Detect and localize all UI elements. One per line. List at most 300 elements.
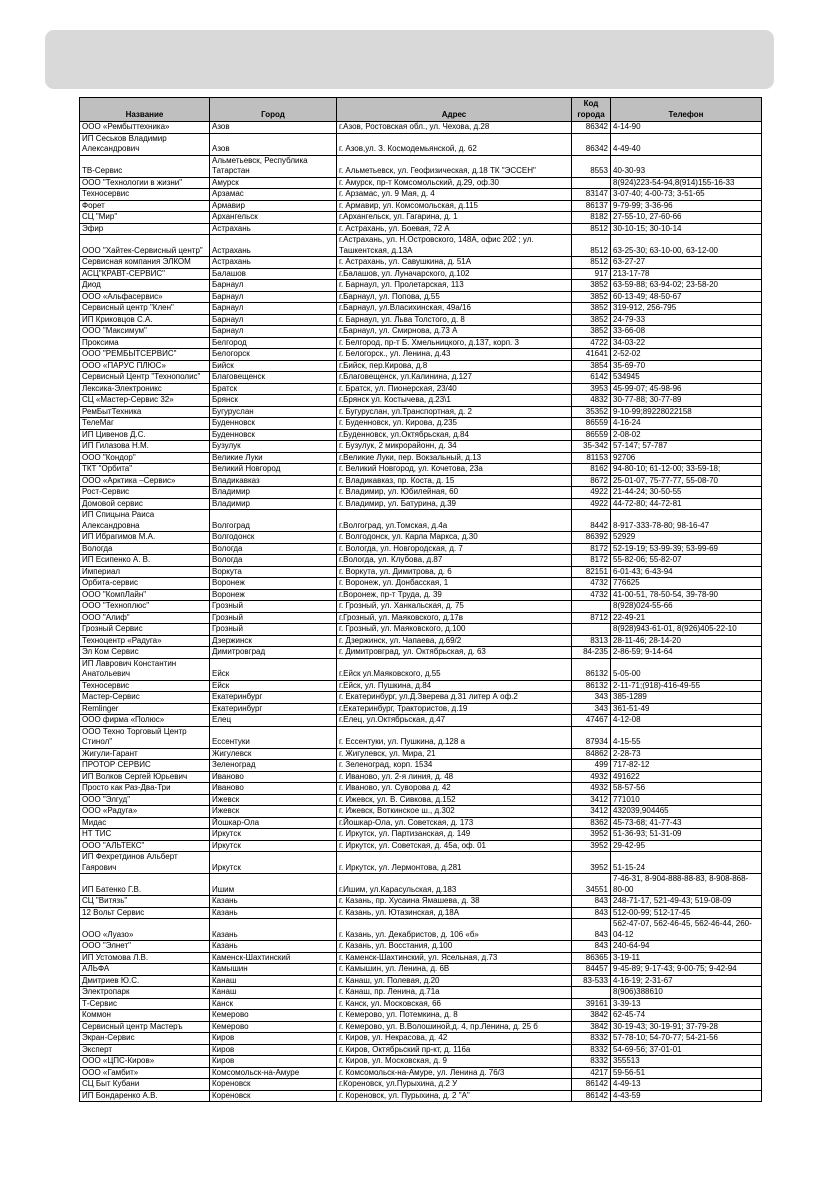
cell-code: 8672 (572, 475, 611, 487)
cell-name: ТелеМаг (80, 418, 210, 430)
cell-code: 8512 (572, 235, 611, 257)
cell-name: ИП Гилазова Н.М. (80, 441, 210, 453)
table-row (80, 291, 762, 303)
cell-name: Сервисный Центр "Технополис" (80, 372, 210, 384)
cell-phone: 55-82-06; 55-82-07 (611, 555, 762, 567)
cell-code: 4832 (572, 395, 611, 407)
cell-phone: 361-51-49 (611, 703, 762, 715)
cell-address: г. Иваново, ул. Суворова д. 42 (337, 783, 572, 795)
header-row (80, 98, 762, 122)
cell-phone: 319-912, 256-795 (611, 303, 762, 315)
cell-city: Казань (210, 907, 337, 919)
table-row (80, 464, 762, 476)
cell-code: 86137 (572, 200, 611, 212)
cell-address: г.Благовещенск, ул.Калинина, д.127 (337, 372, 572, 384)
cell-name: Домовой сервис (80, 498, 210, 510)
cell-phone: 57-147; 57-787 (611, 441, 762, 453)
cell-phone: 4-15-55 (611, 726, 762, 748)
cell-name: 12 Вольт Сервис (80, 907, 210, 919)
table-row (80, 349, 762, 361)
cell-phone: 3-39-13 (611, 998, 762, 1010)
cell-phone: 248-71-17, 521-49-43; 519-08-09 (611, 896, 762, 908)
cell-address: г.Воронеж, пр-т Труда, д. 39 (337, 589, 572, 601)
table-row (80, 612, 762, 624)
cell-city: Армавир (210, 200, 337, 212)
cell-code: 8182 (572, 212, 611, 224)
table-row (80, 760, 762, 772)
cell-city: Киров (210, 1044, 337, 1056)
cell-phone: 5-05-00 (611, 658, 762, 680)
cell-name: Эл Ком Сервис (80, 647, 210, 659)
cell-city: Казань (210, 896, 337, 908)
table-row (80, 829, 762, 841)
cell-phone: 3-07-40; 4-00-73; 3-51-65 (611, 189, 762, 201)
cell-code: 83-533 (572, 975, 611, 987)
cell-city: Воркута (210, 566, 337, 578)
cell-city: Барнаул (210, 303, 337, 315)
cell-address: г. Великий Новгород, ул. Кочетова, 23а (337, 464, 572, 476)
cell-code: 8512 (572, 257, 611, 269)
cell-phone: 63-59-88; 63-94-02; 23-58-20 (611, 280, 762, 292)
cell-phone: 771010 (611, 794, 762, 806)
cell-address: г.Буденновск, ул.Октябрьская, д.84 (337, 429, 572, 441)
cell-name: ООО фирма «Полюс» (80, 715, 210, 727)
cell-address: г. Каменск-Шахтинский, ул. Ясельная, д.73 (337, 952, 572, 964)
cell-address: г.Кореновск, ул.Пурыхина, д.2 У (337, 1079, 572, 1091)
table-row (80, 624, 762, 636)
table-row (80, 429, 762, 441)
cell-address: г. Дзержинск, ул. Чапаева, д.69/2 (337, 635, 572, 647)
cell-city: Азов (210, 133, 337, 155)
table-row (80, 1090, 762, 1102)
cell-city: Великие Луки (210, 452, 337, 464)
cell-city: Белгород (210, 337, 337, 349)
table-body (80, 122, 762, 1102)
cell-phone: 54-69-56; 37-01-01 (611, 1044, 762, 1056)
cell-address: г. Казань, ул. Восстания, д.100 (337, 941, 572, 953)
cell-name: Грозный Сервис (80, 624, 210, 636)
cell-city: Кемерово (210, 1021, 337, 1033)
cell-name: ИП Бондаренко А.В. (80, 1090, 210, 1102)
cell-name: ООО «Луазо» (80, 919, 210, 941)
cell-name: АСЦ"КРАВТ-СЕРВИС" (80, 268, 210, 280)
cell-address: г. Киров, ул. Московская, д. 9 (337, 1056, 572, 1068)
cell-city: Альметьевск, Республика Татарстан (210, 155, 337, 177)
table-row (80, 987, 762, 999)
cell-address: г. Ижевск, ул. В. Сивкова, д.152 (337, 794, 572, 806)
cell-name: ООО «ЦПС-Киров» (80, 1056, 210, 1068)
cell-code: 4922 (572, 487, 611, 499)
cell-address: г. Иваново, ул. 2-я линия, д. 48 (337, 771, 572, 783)
cell-code: 84862 (572, 748, 611, 760)
cell-name: Remlinger (80, 703, 210, 715)
cell-code: 343 (572, 703, 611, 715)
cell-address: г. Барнаул, ул. Пролетарская, 113 (337, 280, 572, 292)
cell-address: г. Воркута, ул. Димитрова, д. 6 (337, 566, 572, 578)
cell-code: 8512 (572, 223, 611, 235)
cell-name: Жигули-Гарант (80, 748, 210, 760)
cell-name: Лексика-Электроникс (80, 383, 210, 395)
cell-code: 8712 (572, 612, 611, 624)
cell-city: Зеленоград (210, 760, 337, 772)
cell-address: г. Иркутск, ул. Партизанская, д. 149 (337, 829, 572, 841)
cell-city: Владимир (210, 498, 337, 510)
table-row (80, 326, 762, 338)
cell-city: Барнаул (210, 291, 337, 303)
cell-code: 41641 (572, 349, 611, 361)
cell-address: г. Армавир, ул. Комсомольская, д.115 (337, 200, 572, 212)
cell-code: 3842 (572, 1010, 611, 1022)
table-row (80, 543, 762, 555)
cell-name: Проксима (80, 337, 210, 349)
cell-code: 917 (572, 268, 611, 280)
cell-phone: 29-42-95 (611, 840, 762, 852)
cell-phone: 4-14-90 (611, 122, 762, 134)
cell-name: ООО "Техноплюс" (80, 601, 210, 613)
cell-city: Иркутск (210, 852, 337, 874)
cell-name: ИП Спицына Раиса Александровна (80, 510, 210, 532)
cell-address: г. Иркутск, ул. Советская, д. 45а, оф. 01 (337, 840, 572, 852)
cell-city: Елец (210, 715, 337, 727)
table-row (80, 475, 762, 487)
table-row (80, 212, 762, 224)
cell-city: Астрахань (210, 223, 337, 235)
cell-name: ООО «Радуга» (80, 806, 210, 818)
cell-phone: 213-17-78 (611, 268, 762, 280)
cell-address: г. Кемерово, ул. В.Волошиной,д. 4, пр.Ленина, д. 25 б (337, 1021, 572, 1033)
cell-phone: 27-55-10, 27-60-66 (611, 212, 762, 224)
cell-phone: 8-917-333-78-80; 98-16-47 (611, 510, 762, 532)
cell-name: СЦ Быт Кубани (80, 1079, 210, 1091)
cell-name: Сервисный центр Мастеръ (80, 1021, 210, 1033)
table-row (80, 635, 762, 647)
table-row (80, 794, 762, 806)
cell-phone: 92706 (611, 452, 762, 464)
cell-name: ООО "Элгуд" (80, 794, 210, 806)
cell-name: ООО «ПАРУС ПЛЮС» (80, 360, 210, 372)
cell-city: Астрахань (210, 257, 337, 269)
cell-name: Дмитриев Ю.С. (80, 975, 210, 987)
table-row (80, 498, 762, 510)
cell-name: ИП Батенко Г.В. (80, 874, 210, 896)
table-row (80, 235, 762, 257)
cell-phone: 51-15-24 (611, 852, 762, 874)
cell-phone: 9-10-99;89228022158 (611, 406, 762, 418)
table-row (80, 1079, 762, 1091)
cell-address: г. Грозный, ул. Маяковского, д.100 (337, 624, 572, 636)
table-row (80, 703, 762, 715)
cell-address: г. Кемерово, ул. Потемкина, д. 8 (337, 1010, 572, 1022)
cell-code: 499 (572, 760, 611, 772)
cell-city: Воронеж (210, 578, 337, 590)
cell-address: г.Великие Луки, пер. Вокзальный, д.13 (337, 452, 572, 464)
cell-city: Брянск (210, 395, 337, 407)
table-row (80, 566, 762, 578)
cell-address: г. Ессентуки, ул. Пушкина, д.128 а (337, 726, 572, 748)
table-row (80, 555, 762, 567)
table-row (80, 975, 762, 987)
table-row (80, 395, 762, 407)
cell-phone: 60-13-49; 48-50-67 (611, 291, 762, 303)
table-header (80, 98, 762, 122)
cell-city: Барнаул (210, 314, 337, 326)
cell-name: ООО "Элнет" (80, 941, 210, 953)
cell-phone: 41-00-51, 78-50-54, 39-78-90 (611, 589, 762, 601)
cell-name: Диод (80, 280, 210, 292)
cell-name: ООО «Рембыттехника» (80, 122, 210, 134)
table-row (80, 314, 762, 326)
cell-phone: 355513 (611, 1056, 762, 1068)
cell-address: г. Кореновск, ул. Пурыхина, д. 2 "А" (337, 1090, 572, 1102)
cell-address: г.Ишим, ул.Карасульская, д.183 (337, 874, 572, 896)
table-row (80, 372, 762, 384)
cell-name: ТКТ "Орбита" (80, 464, 210, 476)
cell-code: 8313 (572, 635, 611, 647)
cell-code: 81153 (572, 452, 611, 464)
cell-code: 3852 (572, 303, 611, 315)
cell-address: г. Киров, Октябрьский пр-кт, д. 116а (337, 1044, 572, 1056)
cell-phone: 63-25-30; 63-10-00, 63-12-00 (611, 235, 762, 257)
cell-address: г. Вологда, ул. Новгородская, д. 7 (337, 543, 572, 555)
cell-city: Бийск (210, 360, 337, 372)
cell-city: Барнаул (210, 326, 337, 338)
cell-address: г. Жигулевск, ул. Мира, 21 (337, 748, 572, 760)
cell-name: ООО Техно Торговый Центр Стинол" (80, 726, 210, 748)
cell-phone: 28-11-46; 28-14-20 (611, 635, 762, 647)
cell-city: Ижевск (210, 794, 337, 806)
cell-city: Воронеж (210, 589, 337, 601)
cell-code (572, 601, 611, 613)
cell-city: Казань (210, 941, 337, 953)
table-row (80, 840, 762, 852)
cell-name: Мидас (80, 817, 210, 829)
cell-phone: 59-56-51 (611, 1067, 762, 1079)
cell-name: АЛЬФА (80, 964, 210, 976)
cell-code (572, 624, 611, 636)
cell-address: г.Грозный, ул. Маяковского, д.17в (337, 612, 572, 624)
cell-name: Техносервис (80, 189, 210, 201)
cell-phone: 8(906)388610 (611, 987, 762, 999)
cell-name: ООО "Хайтек-Сервисный центр" (80, 235, 210, 257)
cell-address: г. Волгодонск, ул. Карла Маркса, д.30 (337, 532, 572, 544)
cell-city: Барнаул (210, 280, 337, 292)
cell-address: г.Екатеринбург, Трактористов, д.19 (337, 703, 572, 715)
cell-phone: 22-49-21 (611, 612, 762, 624)
table-row (80, 726, 762, 748)
cell-code: 84-235 (572, 647, 611, 659)
cell-name: РемБытТехника (80, 406, 210, 418)
cell-city: Жигулевск (210, 748, 337, 760)
table-row (80, 510, 762, 532)
table-row (80, 589, 762, 601)
cell-city: Вологда (210, 555, 337, 567)
cell-code: 3412 (572, 794, 611, 806)
cell-code: 8172 (572, 555, 611, 567)
cell-code: 86559 (572, 418, 611, 430)
cell-code: 843 (572, 896, 611, 908)
cell-name: ООО «Альфасервис» (80, 291, 210, 303)
cell-city: Казань (210, 919, 337, 941)
cell-address: г. Иркутск, ул. Лермонтова, д.281 (337, 852, 572, 874)
cell-name: Просто как Раз-Два-Три (80, 783, 210, 795)
cell-name: Техносервис (80, 680, 210, 692)
cell-phone: 4-12-08 (611, 715, 762, 727)
cell-code: 4732 (572, 589, 611, 601)
cell-code: 8162 (572, 464, 611, 476)
cell-city: Буденновск (210, 429, 337, 441)
cell-city: Камышин (210, 964, 337, 976)
cell-phone: 534945 (611, 372, 762, 384)
table-row (80, 337, 762, 349)
cell-phone: 24-79-33 (611, 314, 762, 326)
cell-code: 86132 (572, 680, 611, 692)
cell-name: Орбита-сервис (80, 578, 210, 590)
cell-address: г.Архангельск, ул. Гагарина, д. 1 (337, 212, 572, 224)
cell-code (572, 177, 611, 189)
table-row (80, 268, 762, 280)
cell-phone: 25-01-07, 75-77-77, 55-08-70 (611, 475, 762, 487)
cell-address: г. Казань, пр. Хусаина Ямашева, д. 38 (337, 896, 572, 908)
table-row (80, 1033, 762, 1045)
cell-city: Димитровград (210, 647, 337, 659)
cell-address: г.Ейск, ул. Пушкина, д.84 (337, 680, 572, 692)
cell-phone: 30-19-43; 30-19-91; 37-79-28 (611, 1021, 762, 1033)
cell-address: г. Барнаул, ул. Льва Толстого, д. 8 (337, 314, 572, 326)
cell-city: Екатеринбург (210, 692, 337, 704)
cell-address: г. Альметьевск, ул. Геофизическая, д.18 ТК "ЭССЕН" (337, 155, 572, 177)
cell-phone: 2-11-71;(918)-416-49-55 (611, 680, 762, 692)
cell-code: 86365 (572, 952, 611, 964)
cell-city: Великий Новгород (210, 464, 337, 476)
table-row (80, 303, 762, 315)
table-row (80, 715, 762, 727)
cell-city: Благовещенск (210, 372, 337, 384)
cell-name: ИП Волков Сергей Юрьевич (80, 771, 210, 783)
cell-name: ИП Сеськов Владимир Александрович (80, 133, 210, 155)
cell-code: 3953 (572, 383, 611, 395)
table-row (80, 919, 762, 941)
cell-name: ИП Есипенко А. В. (80, 555, 210, 567)
cell-phone: 4-16-24 (611, 418, 762, 430)
table-row (80, 647, 762, 659)
cell-code: 39161 (572, 998, 611, 1010)
table-row (80, 122, 762, 134)
table-row (80, 680, 762, 692)
cell-phone: 8(928)943-61-01, 8(926)405-22-10 (611, 624, 762, 636)
top-banner (45, 30, 774, 89)
cell-phone: 4-49-13 (611, 1079, 762, 1091)
cell-phone: 52929 (611, 532, 762, 544)
cell-name: ПРОТОР СЕРВИС (80, 760, 210, 772)
cell-code: 83147 (572, 189, 611, 201)
cell-phone: 45-99-07; 45-98-96 (611, 383, 762, 395)
table-row (80, 383, 762, 395)
cell-city: Архангельск (210, 212, 337, 224)
cell-name: ООО "КомпЛайн" (80, 589, 210, 601)
cell-code: 86342 (572, 122, 611, 134)
cell-address: г.Балашов, ул. Луначарского, д.102 (337, 268, 572, 280)
cell-address: г. Грозный, ул. Ханкальская, д. 75 (337, 601, 572, 613)
cell-address: г.Бийск, пер.Кирова, д.8 (337, 360, 572, 372)
table-row (80, 200, 762, 212)
cell-name: Мастер-Сервис (80, 692, 210, 704)
cell-address: г. Екатеринбург, ул.Д.Зверева д.31 литер А оф.2 (337, 692, 572, 704)
table-row (80, 852, 762, 874)
cell-phone: 432039,904465 (611, 806, 762, 818)
table-row (80, 806, 762, 818)
cell-code: 6142 (572, 372, 611, 384)
table-row (80, 1010, 762, 1022)
cell-address: г. Белогорск., ул. Ленина, д.43 (337, 349, 572, 361)
cell-city: Иваново (210, 771, 337, 783)
cell-city: Ейск (210, 680, 337, 692)
cell-code: 4217 (572, 1067, 611, 1079)
cell-code: 8362 (572, 817, 611, 829)
cell-city: Киров (210, 1033, 337, 1045)
table-row (80, 487, 762, 499)
cell-name: ООО "Кондор" (80, 452, 210, 464)
cell-city: Вологда (210, 543, 337, 555)
cell-code: 4932 (572, 771, 611, 783)
cell-phone: 3-19-11 (611, 952, 762, 964)
cell-phone: 4-49-40 (611, 133, 762, 155)
cell-city: Владикавказ (210, 475, 337, 487)
cell-city: Каменск-Шахтинский (210, 952, 337, 964)
cell-name: ИП Фехретдинов Альберт Гаярович (80, 852, 210, 874)
cell-code: 47467 (572, 715, 611, 727)
cell-name: Вологда (80, 543, 210, 555)
cell-name: Сервисная компания ЭЛКОМ (80, 257, 210, 269)
table-row (80, 223, 762, 235)
cell-city: Канаш (210, 987, 337, 999)
cell-phone: 94-80-10; 61-12-00; 33-59-18; (611, 464, 762, 476)
cell-city: Владимир (210, 487, 337, 499)
cell-phone: 8(924)223-54-94,8(914)155-16-33 (611, 177, 762, 189)
cell-phone: 52-19-19; 53-99-39; 53-99-69 (611, 543, 762, 555)
cell-phone: 2-86-59; 9-14-64 (611, 647, 762, 659)
cell-code: 3852 (572, 280, 611, 292)
cell-code: 82151 (572, 566, 611, 578)
cell-code: 86142 (572, 1079, 611, 1091)
cell-address: г.Волгоград, ул.Томская, д.4а (337, 510, 572, 532)
cell-city: Комсомольск-на-Амуре (210, 1067, 337, 1079)
cell-address: г.Барнаул, ул.Власихинская, 49а/16 (337, 303, 572, 315)
cell-address: г. Владимир, ул. Батурина, д.39 (337, 498, 572, 510)
cell-city: Грозный (210, 601, 337, 613)
cell-phone: 7-46-31, 8-904-888-88-83, 8-908-868-80-00 (611, 874, 762, 896)
cell-phone: 2-52-02 (611, 349, 762, 361)
table-row (80, 177, 762, 189)
cell-address: г. Воронеж, ул. Донбасская, 1 (337, 578, 572, 590)
cell-name: ООО «Гамбит» (80, 1067, 210, 1079)
cell-address: г. Комсомольск-на-Амуре, ул. Ленина д. 76/3 (337, 1067, 572, 1079)
cell-phone: 562-47-07, 562-46-45, 562-46-44, 260-04-12 (611, 919, 762, 941)
cell-code: 8332 (572, 1044, 611, 1056)
column-header-address: Адрес (337, 98, 572, 122)
cell-address: г.Ейск ул.Маяковского, д.55 (337, 658, 572, 680)
cell-phone: 34-03-22 (611, 337, 762, 349)
cell-address: г. Азов,ул. З. Космодемьянской, д. 62 (337, 133, 572, 155)
cell-address: г. Владимир, ул. Юбилейная, 60 (337, 487, 572, 499)
cell-name: Техноцентр «Радуга» (80, 635, 210, 647)
cell-name: Электропарк (80, 987, 210, 999)
cell-code: 4732 (572, 578, 611, 590)
cell-address: г.Астрахань, ул. Н.Островского, 148А, офис 202 ; ул. Ташкентская, д.13А (337, 235, 572, 257)
table-row (80, 257, 762, 269)
cell-city: Ессентуки (210, 726, 337, 748)
cell-code: 843 (572, 941, 611, 953)
cell-name: ИП Криковцов С.А. (80, 314, 210, 326)
